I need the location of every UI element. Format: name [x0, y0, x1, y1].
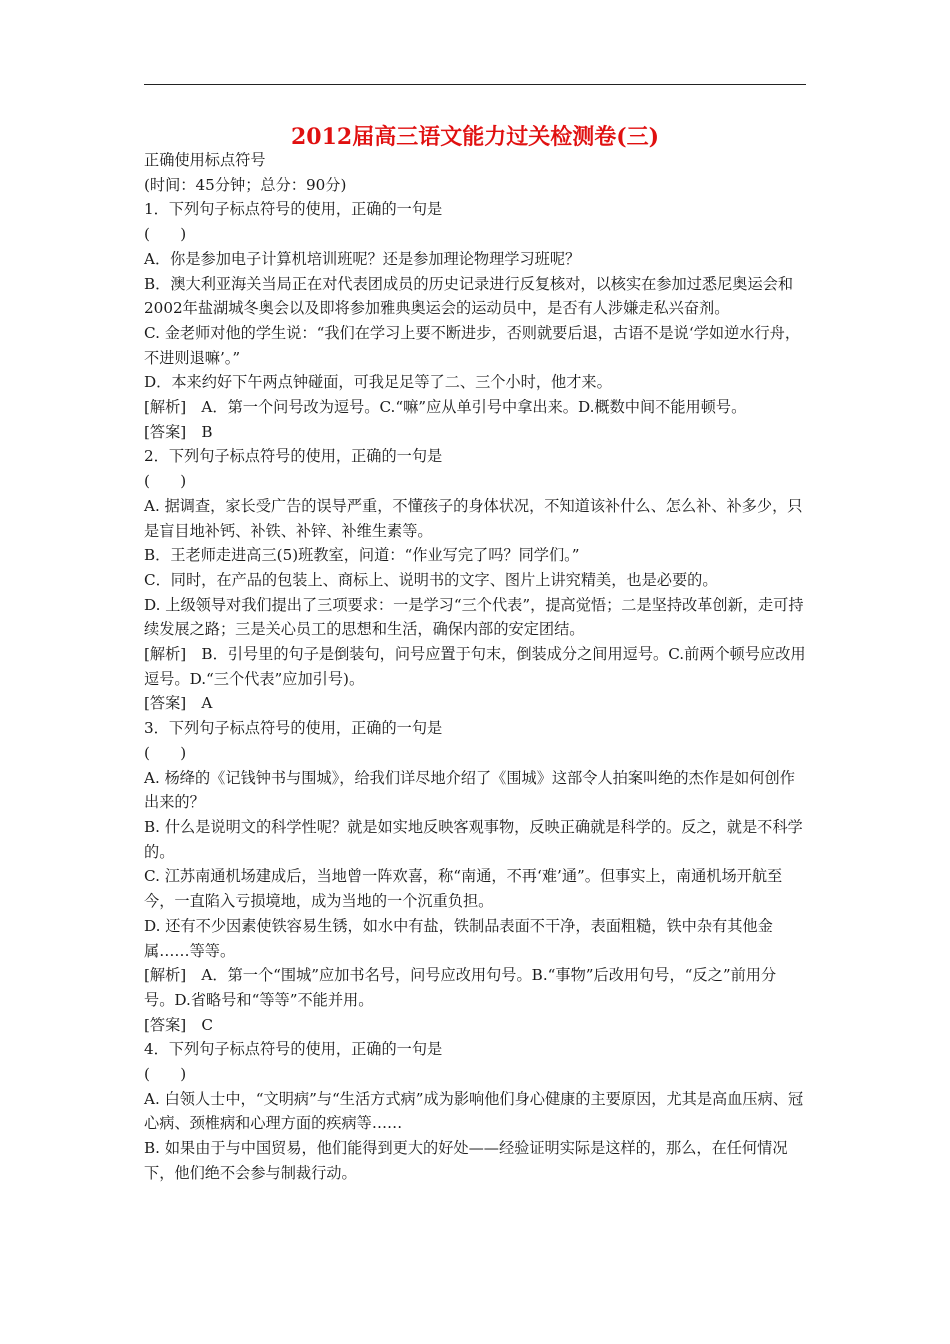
- text-line: C. 江苏南通机场建成后，当地曾一阵欢喜，称“南通，不再‘难’通”。但事实上，南通机场开航至今，一直陷入亏损境地，成为当地的一个沉重负担。: [144, 867, 783, 911]
- text-line: 1．下列句子标点符号的使用，正确的一句是: [144, 200, 443, 219]
- text-line: A. 据调查，家长受广告的误导严重，不懂孩子的身体状况，不知道该补什么、怎么补、补多少，只是盲目地补钙、补铁、补锌、补维生素等。: [144, 496, 803, 540]
- text-line: (时间：45分钟；总分：90分): [144, 175, 347, 194]
- text-line: B. 什么是说明文的科学性呢？就是如实地反映客观事物，反映正确就是科学的。反之，就是不科学的。: [144, 817, 803, 861]
- text-line: B. 如果由于与中国贸易，他们能得到更大的好处——经验证明实际是这样的，那么，在任何情况下，他们绝不会参与制裁行动。: [144, 1139, 788, 1182]
- text-line: ( ): [144, 743, 187, 762]
- text-line: D. 上级领导对我们提出了三项要求：一是学习“三个代表”，提高觉悟；二是坚持改革创新，走可持续发展之路；三是关心员工的思想和生活，确保内部的安定团结。: [144, 595, 804, 639]
- text-line: ( ): [144, 225, 187, 244]
- text-line: [解析] B．引号里的句子是倒装句，问号应置于句末，倒装成分之间用逗号。C.前两个顿号应改用逗号。D.“三个代表”应加引号)。: [144, 645, 806, 688]
- text-line: [答案] B: [144, 422, 213, 441]
- text-line: D．本来约好下午两点钟碰面，可我足足等了二、三个小时，他才来。: [144, 373, 612, 392]
- text-line: 3．下列句子标点符号的使用，正确的一句是: [144, 719, 443, 738]
- text-line: B．王老师走进高三(5)班教室，问道：“作业写完了吗？同学们。”: [144, 546, 580, 565]
- text-line: [答案] C: [144, 1015, 214, 1034]
- text-line: A. 杨绛的《记钱钟书与围城》，给我们详尽地介绍了《围城》这部令人拍案叫绝的杰作是如何创作出来的？: [144, 768, 795, 812]
- header-rule: [144, 84, 806, 85]
- text-line: A. 白领人士中，“文明病”与“生活方式病”成为影响他们身心健康的主要原因，尤其是高血压病、冠心病、颈椎病和心理方面的疾病等……: [144, 1089, 804, 1133]
- text-line: 正确使用标点符号: [144, 151, 266, 169]
- text-line: C. 金老师对他的学生说：“我们在学习上要不断进步，否则就要后退，古语不是说‘学如逆水行舟，不进则退嘛’。”: [144, 323, 801, 367]
- text-line: [解析] A．第一个“围城”应加书名号，问号应改用句号。B.“事物”后改用句号，“反之”前用分号。D.省略号和“等等”不能并用。: [144, 966, 777, 1009]
- text-line: C．同时，在产品的包装上、商标上、说明书的文字、图片上讲究精美，也是必要的。: [144, 570, 718, 589]
- text-line: 4．下列句子标点符号的使用，正确的一句是: [144, 1040, 443, 1059]
- text-line: D. 还有不少因素使铁容易生锈，如水中有盐，铁制品表面不干净，表面粗糙，铁中杂有其他金属……等等。: [144, 916, 773, 960]
- document-title: 2012届高三语文能力过关检测卷(三): [290, 124, 660, 150]
- text-line: ( ): [144, 472, 187, 491]
- text-line: B．澳大利亚海关当局正在对代表团成员的历史记录进行反复核对，以核实在参加过悉尼奥运会和2002年盐湖城冬奥会以及即将参加雅典奥运会的运动员中，是否有人涉嫌走私兴奋剂。: [144, 274, 794, 318]
- text-line: [解析] A．第一个问号改为逗号。C.“嘛”应从单引号中拿出来。D.概数中间不能用顿号。: [144, 398, 747, 417]
- text-line: A．你是参加电子计算机培训班呢？还是参加理论物理学习班呢？: [144, 249, 581, 268]
- text-line: [答案] A: [144, 694, 213, 713]
- text-line: 2．下列句子标点符号的使用，正确的一句是: [144, 447, 443, 466]
- document-body: [144, 148, 806, 1186]
- text-line: ( ): [144, 1065, 187, 1084]
